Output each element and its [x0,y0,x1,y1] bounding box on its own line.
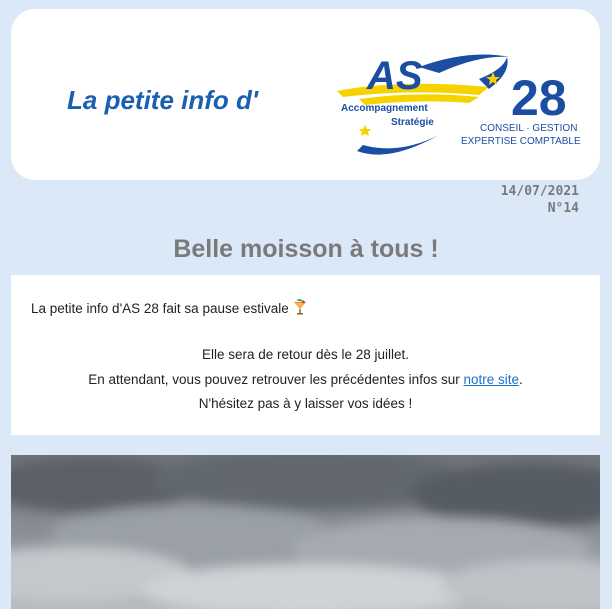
headline: Belle moisson à tous ! [173,235,439,263]
logo-tagline-conseil: CONSEIL · GESTION [480,123,578,134]
tropical-drink-icon [292,299,308,318]
logo-star-icon [359,125,371,136]
logo-line-strategie: Stratégie [391,117,434,128]
previous-infos-text [11,372,600,387]
return-date-text: Elle sera de retour dès le 28 juillet. [201,347,410,362]
intro-label: La petite info d'AS 28 fait sa pause estivale [31,301,289,316]
intro-text [31,299,308,318]
issue-meta [501,183,579,217]
logo-line-accompagnement: Accompagnement [341,103,428,114]
newsletter-title: La petite info d' [67,85,259,115]
previous-infos-prefix: En attendant, vous pouvez retrouver les précédentes infos sur [88,372,464,387]
cloudy-sky-photo [11,455,600,609]
issue-date: 14/07/2021 [500,184,579,199]
as28-logo[interactable] [329,39,591,165]
logo-number: 28 [511,70,567,126]
ideas-text: N'hésitez pas à y laisser vos idées ! [198,396,413,411]
logo-tagline-expertise: EXPERTISE COMPTABLE [461,136,581,147]
our-site-link[interactable]: notre site [463,372,519,387]
header-banner [11,9,600,180]
previous-infos-suffix: . [518,372,523,387]
logo-as-mark: AS [367,54,423,98]
message-card [11,275,600,435]
issue-number: N°14 [547,201,579,216]
